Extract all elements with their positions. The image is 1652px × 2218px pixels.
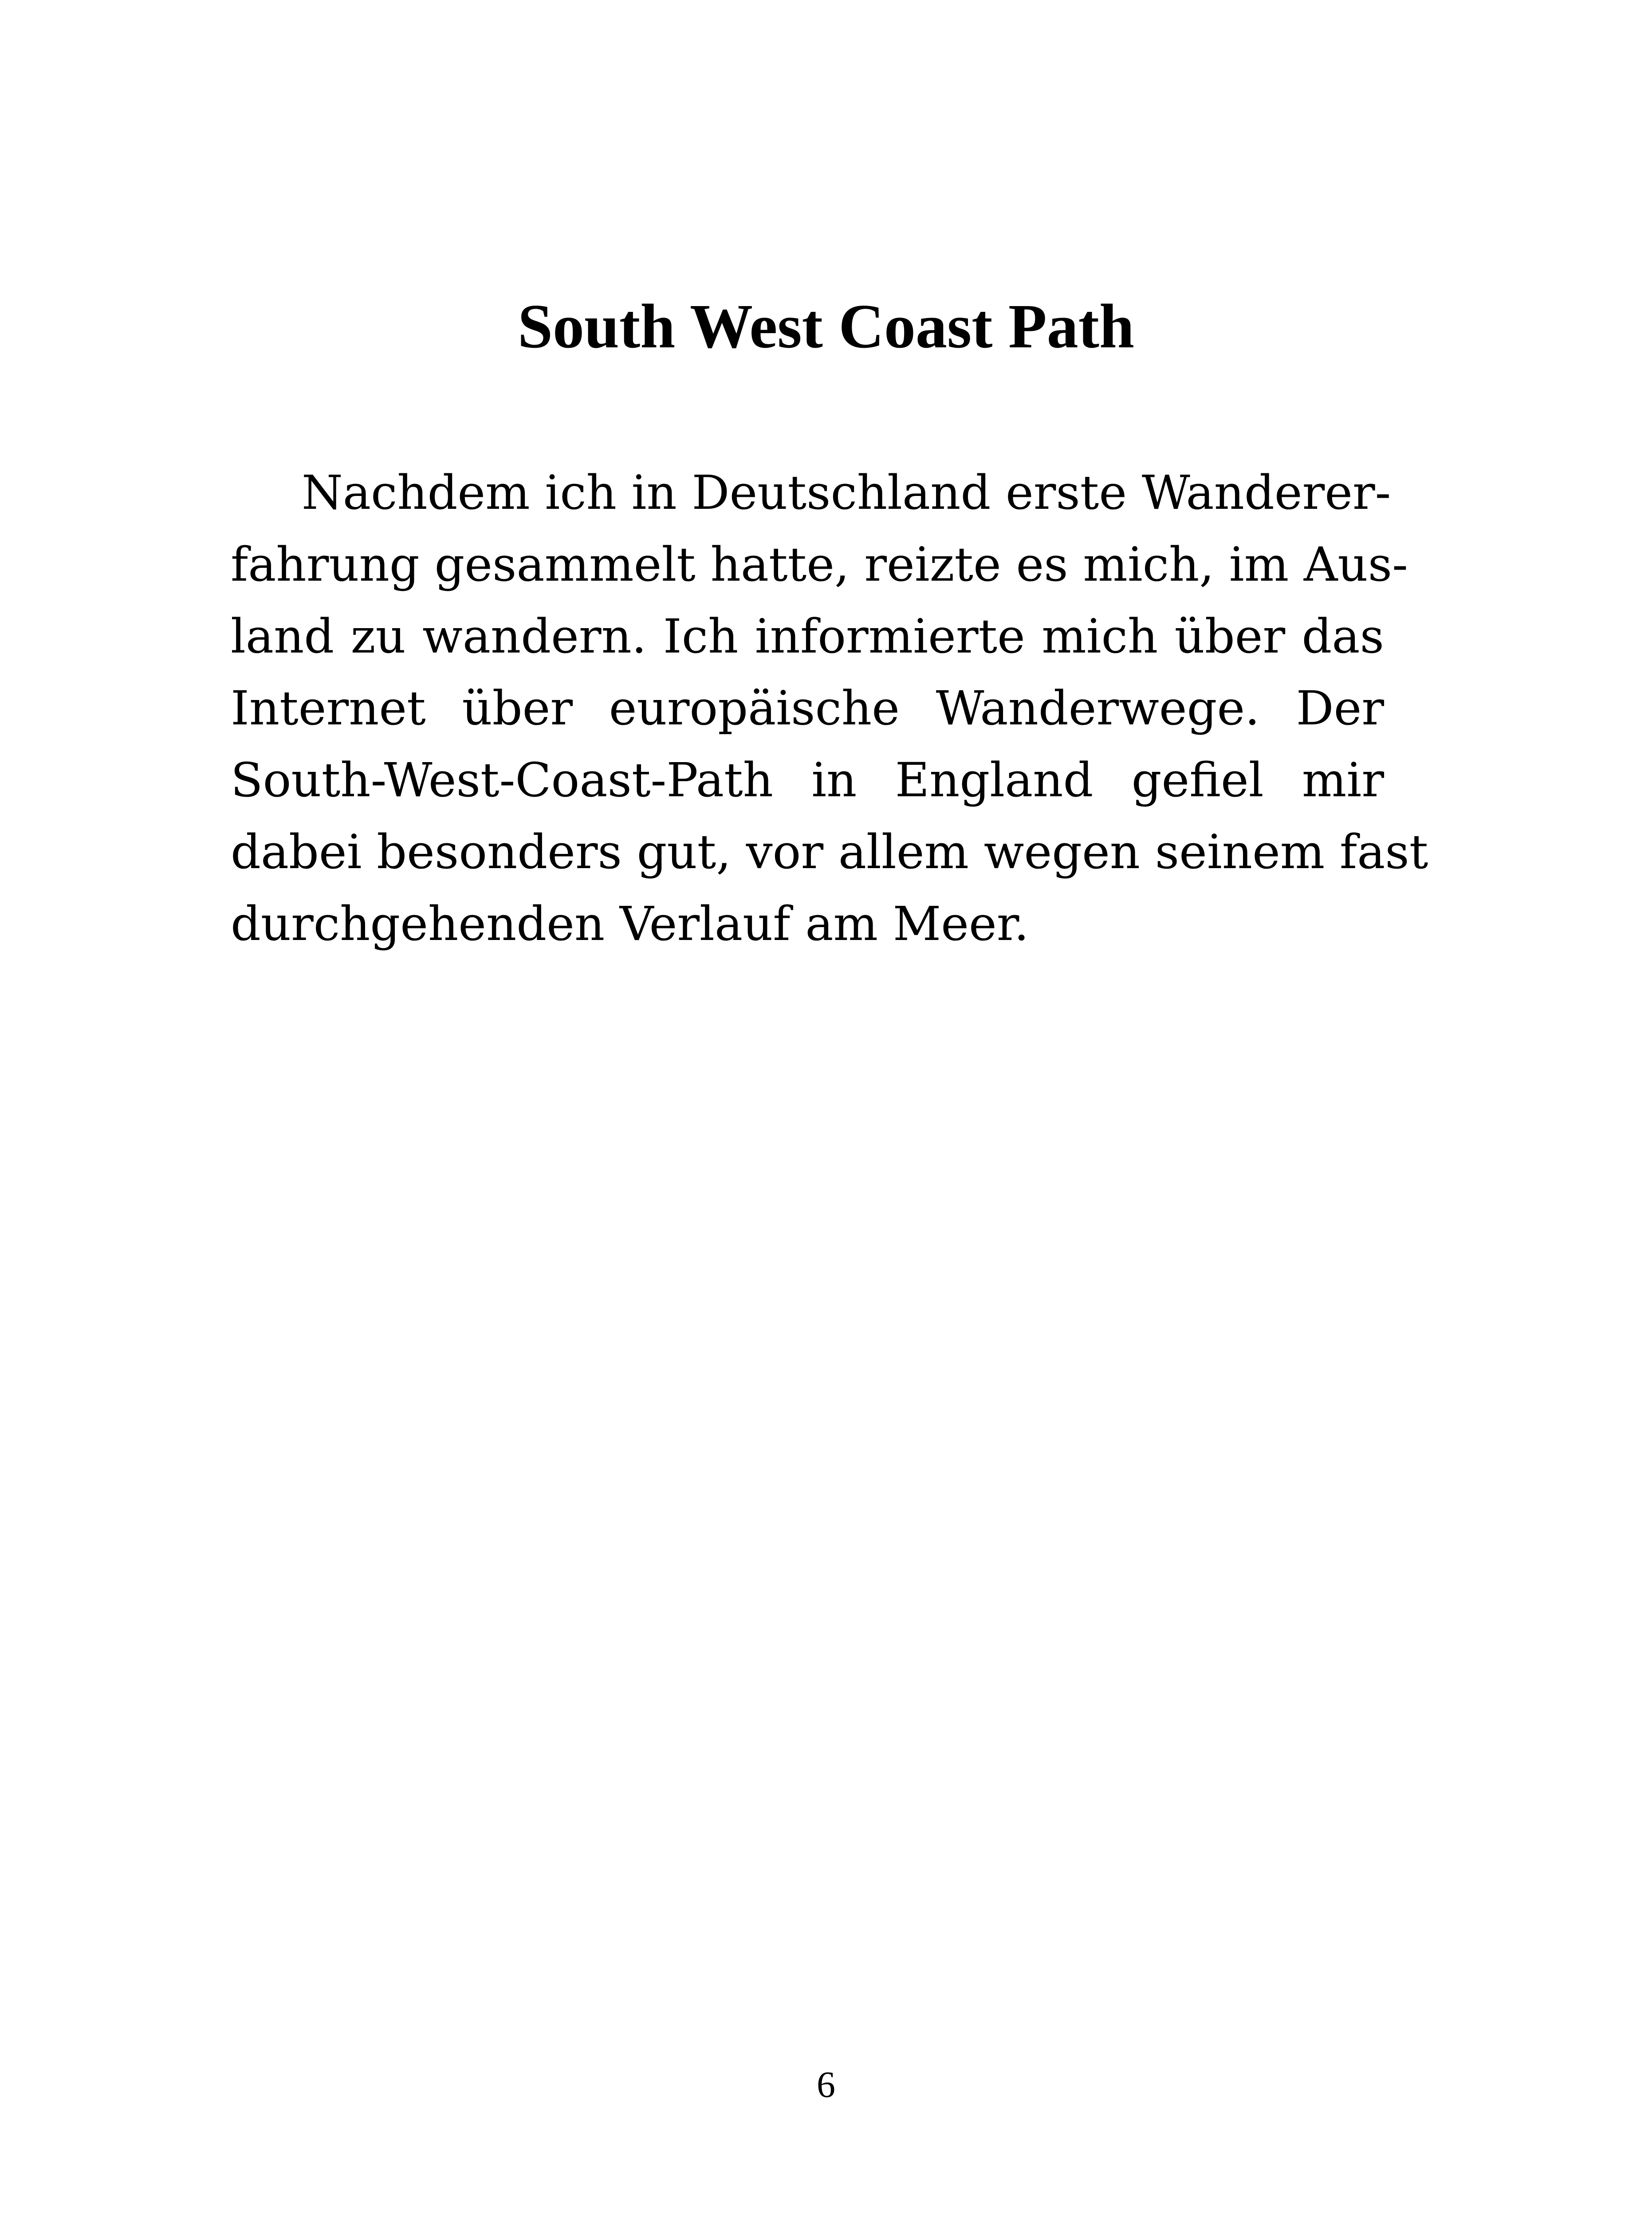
paragraph-line-6: dabei besonders gut, vor allem wegen seinem fast: [231, 825, 1428, 879]
page-title: South West Coast Path: [518, 291, 1134, 361]
body-paragraph: [231, 457, 1428, 960]
paragraph-line-1: Nachdem ich in Deutschland erste Wanderer-: [302, 465, 1391, 520]
paragraph-line-2: fahrung gesammelt hatte, reizte es mich, im Aus-: [231, 537, 1408, 592]
paragraph-line-3: land zu wandern. Ich informierte mich über das: [231, 609, 1384, 664]
paragraph-line-4: Internet über europäische Wanderwege. Der: [231, 681, 1384, 735]
page-number: 6: [817, 2064, 835, 2105]
paragraph-line-7: durchgehenden Verlauf am Meer.: [231, 897, 1029, 951]
paragraph-line-5: South-West-Coast-Path in England gefiel mir: [231, 753, 1384, 807]
